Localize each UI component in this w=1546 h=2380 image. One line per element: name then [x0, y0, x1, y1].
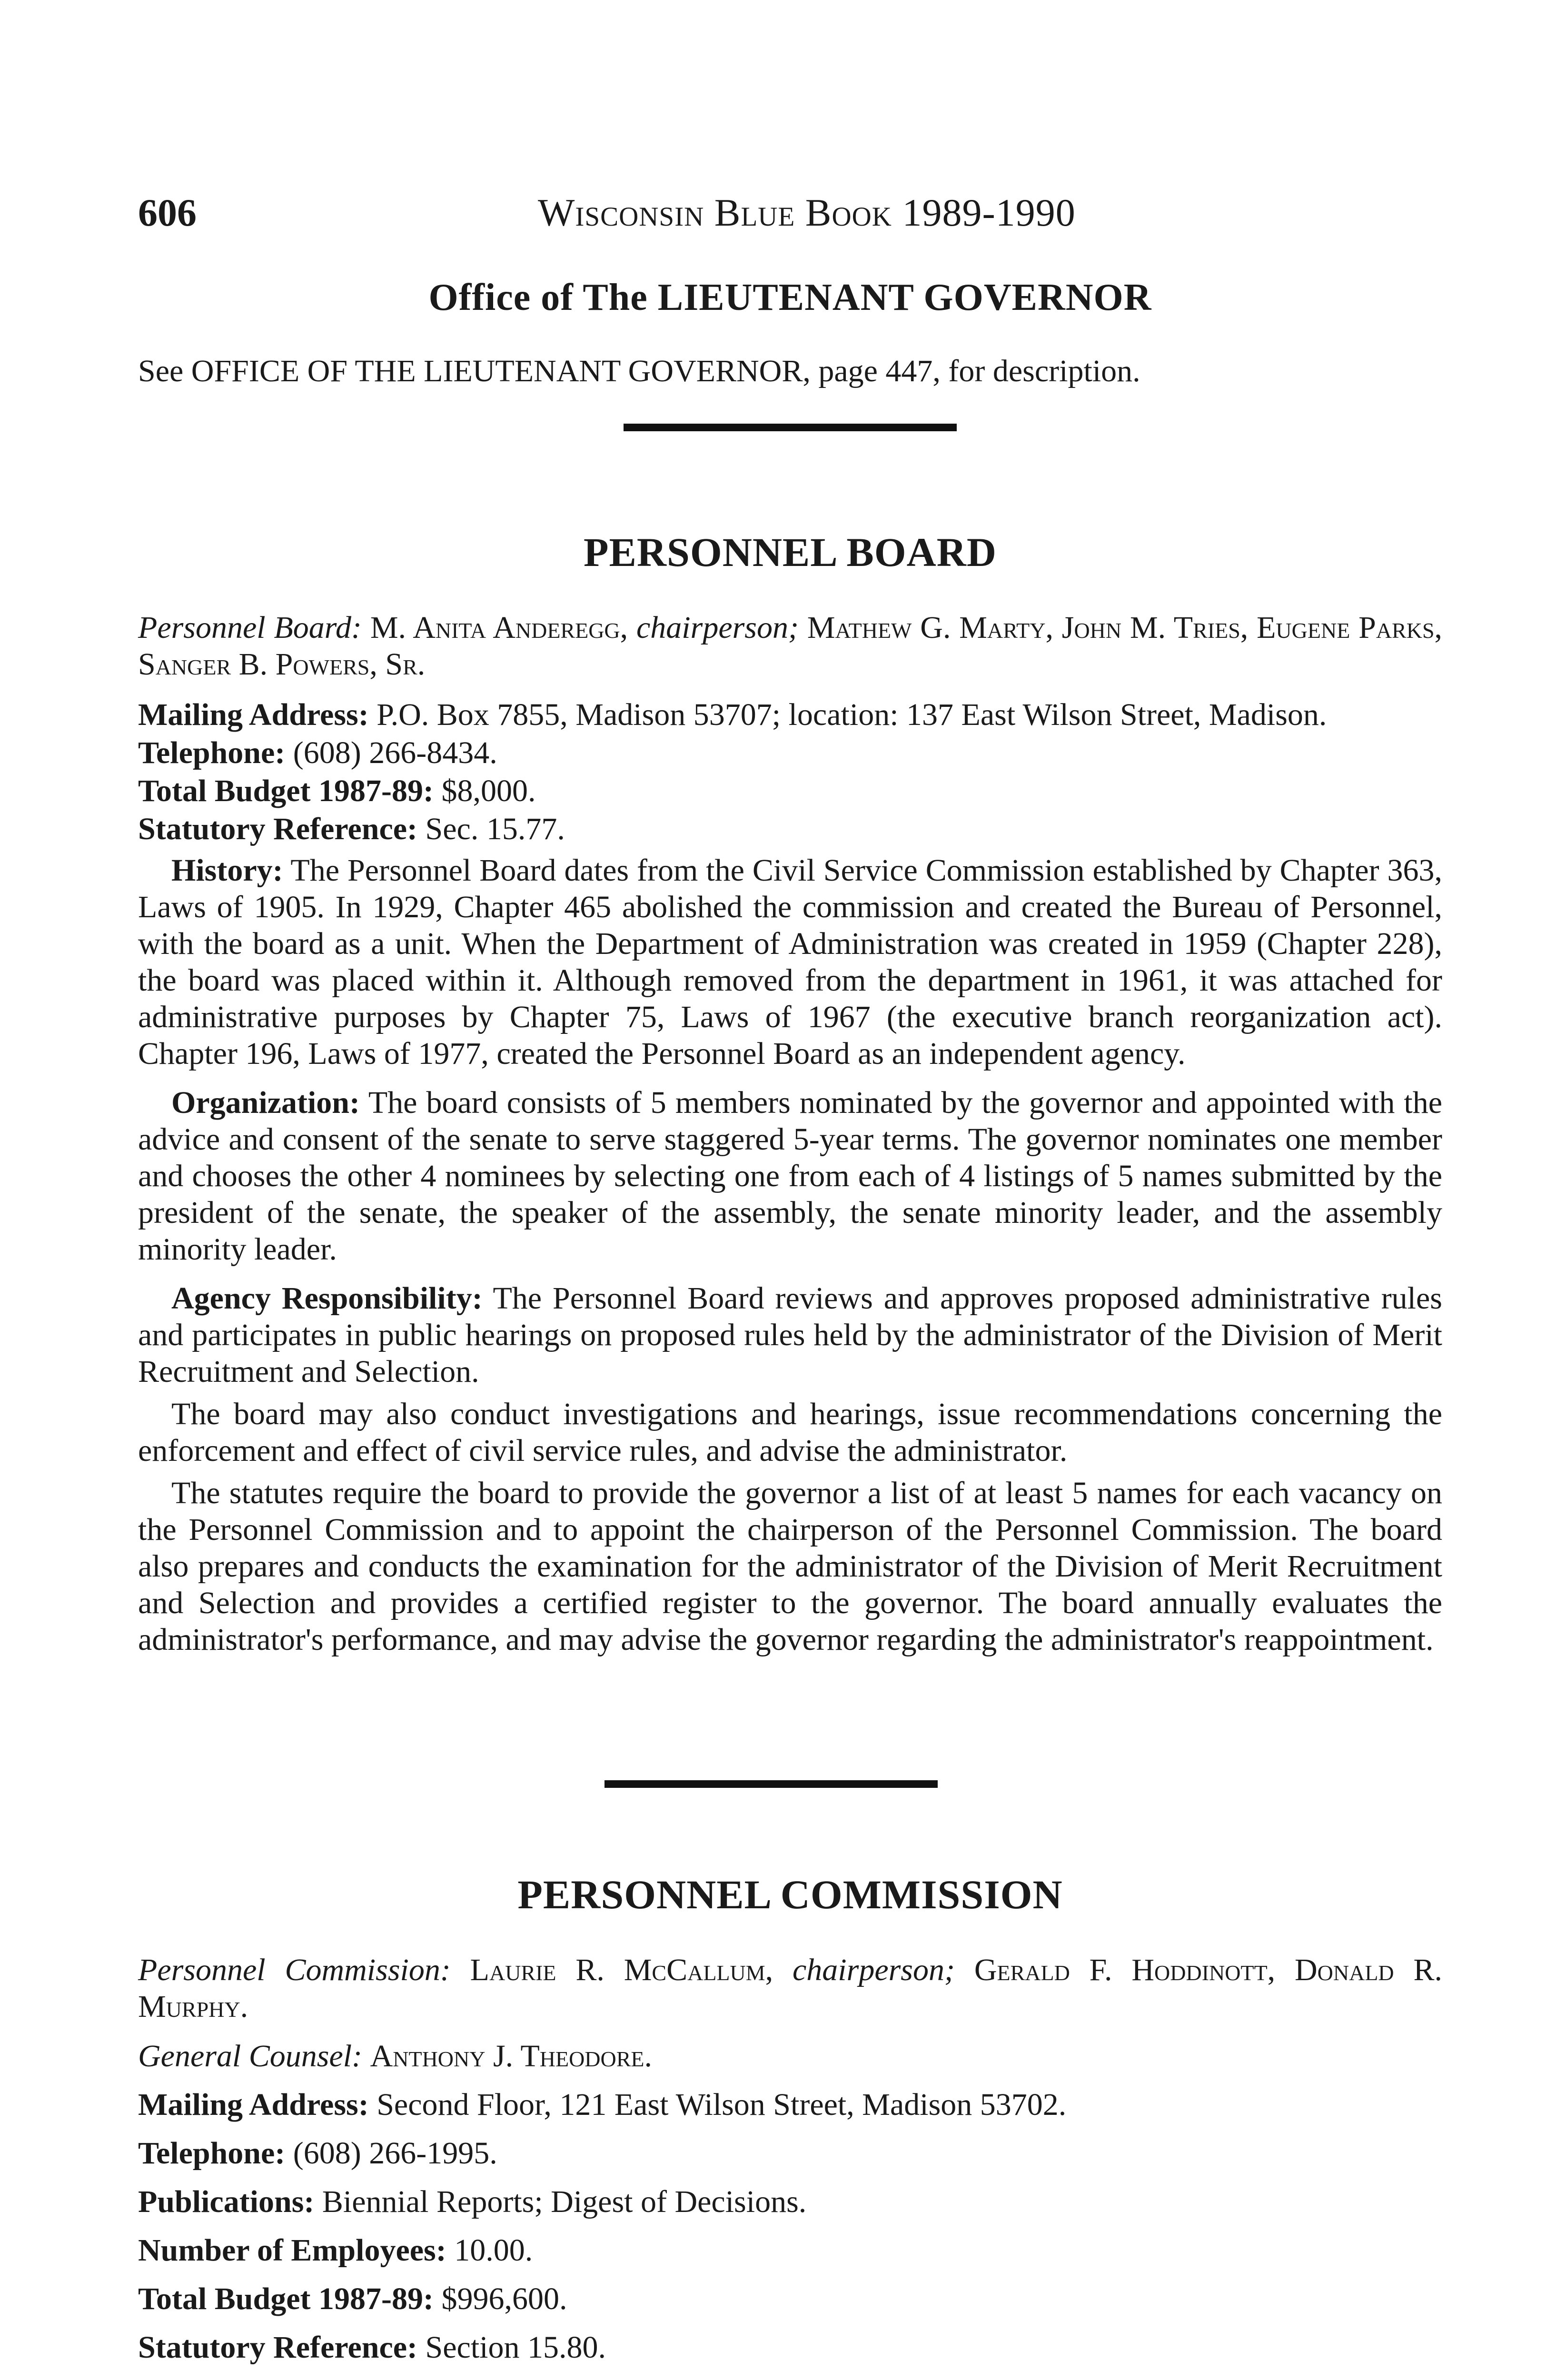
commission-statutory-value: Section 15.80. — [425, 2330, 606, 2365]
commission-budget-label: Total Budget 1987-89: — [138, 2281, 434, 2316]
board-statutory-label: Statutory Reference: — [138, 812, 418, 846]
personnel-commission-heading-block — [138, 1871, 1442, 1918]
board-statutory-value: Sec. 15.77. — [425, 812, 565, 846]
commission-employees-value: 10.00. — [454, 2233, 533, 2268]
commission-budget — [138, 2280, 1442, 2318]
personnel-board-heading-block — [138, 528, 1442, 576]
commission-publications-value: Biennial Reports; Digest of Decisions. — [322, 2184, 807, 2219]
book-title: Wisconsin Blue Book 1989-1990 — [538, 191, 1076, 234]
board-statutory-reference — [138, 810, 1442, 848]
board-history-label: History: — [171, 853, 283, 888]
commission-statutory-label: Statutory Reference: — [138, 2330, 418, 2365]
board-members-label: Personnel Board: — [138, 610, 362, 645]
board-budget-label: Total Budget 1987-89: — [138, 774, 434, 808]
lt-gov-section — [138, 276, 1442, 319]
board-chair-name: M. Anita Anderegg, — [370, 610, 628, 645]
board-organization-text: The board consists of 5 members nominated by the governor and appointed with the advice and consent of the senate to serve staggered 5-year terms. The governor nominates one member and chooses the other 4 nominees by selecting one from each of 4 listings of 5 names submitted by the president of the senate, the speaker of the assembly, the senate minority leader, and the assembly minority leader. — [138, 1085, 1443, 1267]
commission-members — [138, 1952, 1442, 2025]
commission-chair-name: Laurie R. McCallum, — [470, 1953, 773, 1987]
board-telephone-value: (608) 266-8434. — [293, 735, 497, 770]
commission-members-label: Personnel Commission: — [138, 1953, 451, 1987]
board-members-rest: Mathew G. Marty, John M. Tries, Eugene Parks, Sanger B. Powers, Sr. — [138, 610, 1443, 682]
lt-gov-heading: Office of The LIEUTENANT GOVERNOR — [428, 277, 1152, 318]
board-history — [138, 852, 1442, 1072]
commission-telephone — [138, 2134, 1442, 2172]
board-investigations-paragraph: The board may also conduct investigations and hearings, issue recommendations concerning the enforcement and effect of civil service rules, and advise the administrator. — [138, 1397, 1442, 1468]
commission-members-rest: Gerald F. Hoddinott, Donald R. Murphy. — [138, 1953, 1443, 2024]
board-statutes-paragraph: The statutes require the board to provide the governor a list of at least 5 names for each vacancy on the Personnel Commission and to appoint the chairperson of the Personnel Commission. The board also prepares and conducts the examination for the administrator of the Division of Merit Recruitment and Selection and provides a certified register to the governor. The board annually evaluates the administrator's performance, and may advise the governor regarding the administrator's reappointment. — [138, 1476, 1442, 1657]
board-mailing-address — [138, 696, 1442, 734]
board-history-text: The Personnel Board dates from the Civil Service Commission established by Chapter 363, Laws of 1905. In 1929, Chapter 465 abolished the commission and created the Bureau of Personnel, with the board as a unit. When the Department of Administration was created in 1959 (Chapter 228), the board was placed within it. Although removed from the department in 1961, it was attached for administrative purposes by Chapter 75, Laws of 1967 (the executive branch reorganization act). Chapter 196, Laws of 1977, created the Personnel Board as an independent agency. — [138, 853, 1443, 1071]
board-budget — [138, 772, 1442, 810]
section-divider — [624, 424, 957, 431]
personnel-commission-body — [138, 1952, 1442, 2367]
page-number: 606 — [138, 191, 197, 234]
board-mailing-value: P.O. Box 7855, Madison 53707; location: 137 East Wilson Street, Madison. — [377, 697, 1327, 732]
commission-telephone-value: (608) 266-1995. — [293, 2136, 497, 2171]
commission-general-counsel — [138, 2037, 1442, 2075]
board-members — [138, 609, 1442, 683]
commission-mailing-value: Second Floor, 121 East Wilson Street, Madison 53702. — [377, 2087, 1067, 2122]
commission-chair-role: chairperson; — [793, 1953, 955, 1987]
commission-budget-value: $996,600. — [441, 2281, 567, 2316]
commission-mailing-label: Mailing Address: — [138, 2087, 369, 2122]
commission-counsel-value: Anthony J. Theodore. — [370, 2039, 653, 2073]
board-chair-role: chairperson; — [636, 610, 799, 645]
board-budget-value: $8,000. — [441, 774, 536, 808]
commission-employees — [138, 2231, 1442, 2270]
commission-telephone-label: Telephone: — [138, 2136, 286, 2171]
commission-mailing-address — [138, 2086, 1442, 2124]
board-organization-label: Organization: — [171, 1085, 360, 1120]
commission-counsel-label: General Counsel: — [138, 2039, 363, 2073]
board-telephone — [138, 734, 1442, 772]
commission-statutory-reference — [138, 2329, 1442, 2367]
board-agency-responsibility — [138, 1280, 1442, 1390]
personnel-board-heading: PERSONNEL BOARD — [584, 529, 997, 575]
lt-gov-reference: See OFFICE OF THE LIEUTENANT GOVERNOR, page 447, for description. — [138, 354, 1140, 388]
lt-gov-reference-block — [138, 352, 1442, 390]
personnel-board-body — [138, 609, 1442, 1658]
commission-employees-label: Number of Employees: — [138, 2233, 446, 2268]
running-head — [138, 190, 1414, 243]
commission-publications-label: Publications: — [138, 2184, 315, 2219]
board-telephone-label: Telephone: — [138, 735, 286, 770]
section-divider — [605, 1780, 938, 1788]
board-organization — [138, 1084, 1442, 1268]
board-mailing-label: Mailing Address: — [138, 697, 369, 732]
board-responsibility-text: The Personnel Board reviews and approves proposed administrative rules and participates in public hearings on proposed rules held by the administrator of the Division of Merit Recruitment and Selection. — [138, 1281, 1442, 1389]
commission-publications — [138, 2183, 1442, 2221]
personnel-commission-heading: PERSONNEL COMMISSION — [517, 1872, 1063, 1917]
board-responsibility-label: Agency Responsibility: — [171, 1281, 483, 1316]
